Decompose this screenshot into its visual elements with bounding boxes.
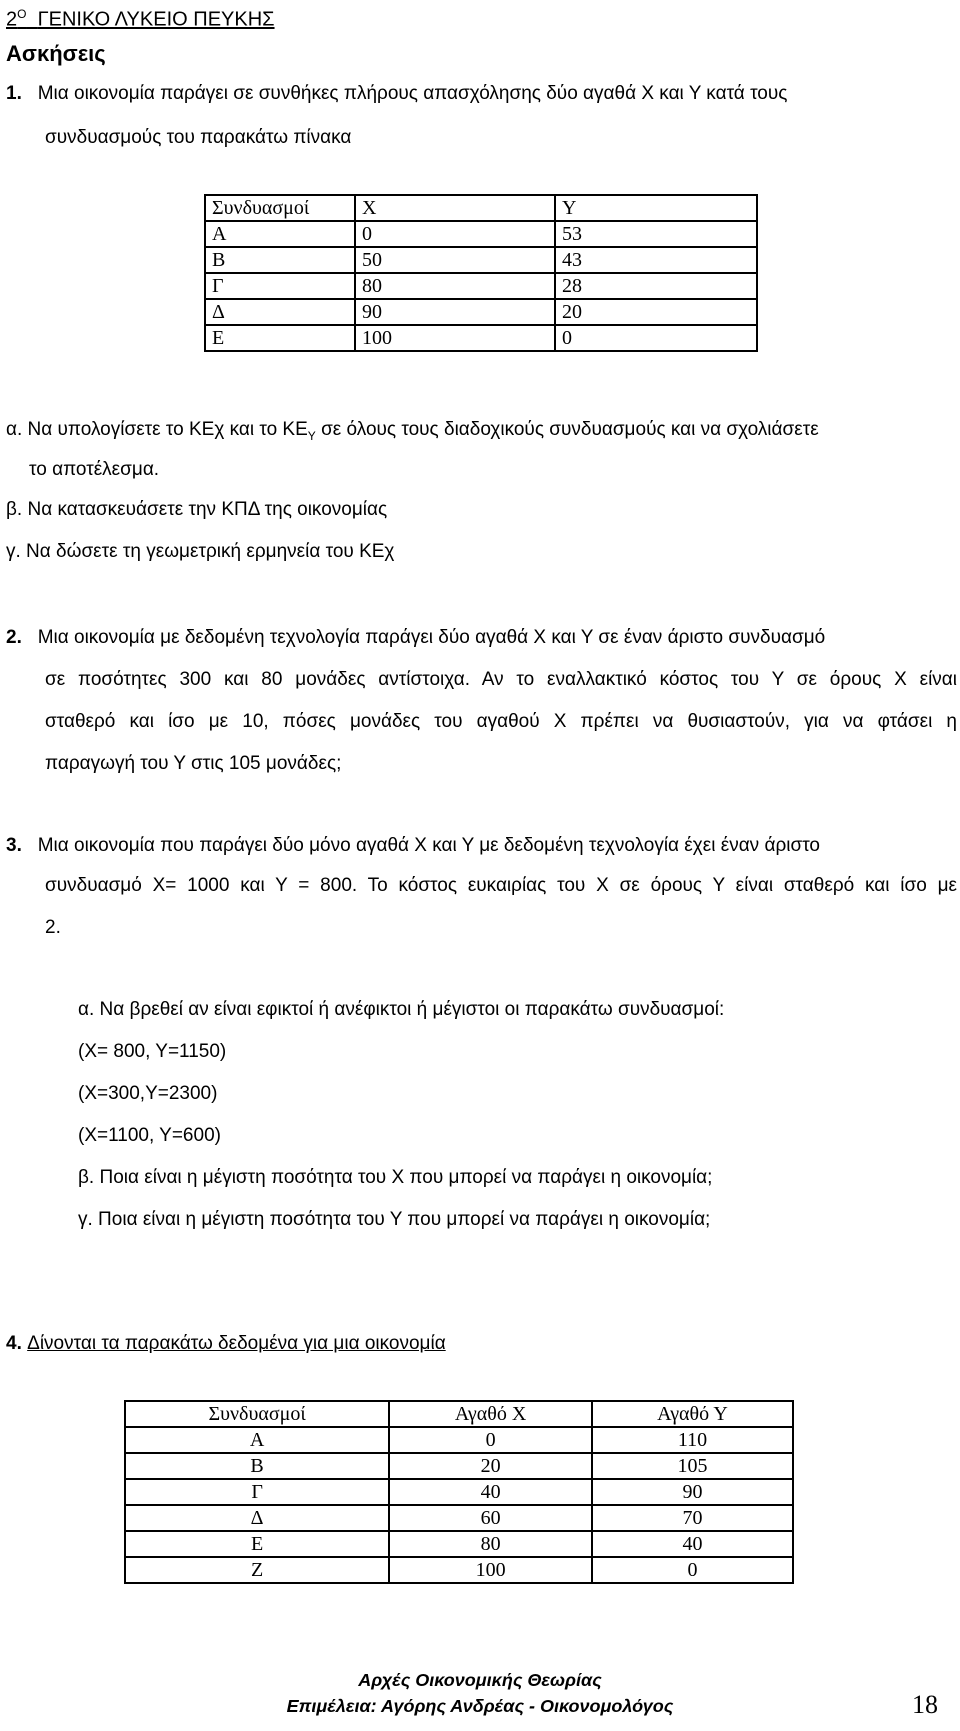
table-row: Γ 40 90 bbox=[125, 1479, 793, 1505]
exercise-1-table bbox=[204, 194, 758, 352]
exercise-2-line-1: 2. Μια οικονομία με δεδομένη τεχνολογία παράγει δύο αγαθά Χ και Υ σε έναν άριστο συνδυασμό bbox=[6, 627, 826, 648]
table-row: Β 20 105 bbox=[125, 1453, 793, 1479]
exercise-3-question-c: γ. Ποια είναι η μέγιστη ποσότητα του Υ που μπορεί να παράγει η οικονομία; bbox=[78, 1209, 711, 1230]
exercise-3-line-3: 2. bbox=[45, 917, 61, 938]
table-header-row: Συνδυασμοί Αγαθό Χ Αγαθό Υ bbox=[125, 1401, 793, 1427]
exercise-4-table bbox=[124, 1400, 794, 1584]
section-title: Ασκήσεις bbox=[6, 41, 106, 66]
footer-course-title: Αρχές Οικονομικής Θεωρίας bbox=[358, 1670, 602, 1690]
exercise-2-line-3: σταθερό και ίσο με 10, πόσες μονάδες του αγαθού Χ πρέπει να θυσιαστούν, για να φτάσει η bbox=[45, 711, 957, 732]
exercise-3-combo-2: (Χ=300,Υ=2300) bbox=[78, 1083, 218, 1104]
exercise-2-line-2: σε ποσότητες 300 και 80 μονάδες αντίστοιχα. Αν το εναλλακτικό κόστος του Υ σε όρους Χ είναι bbox=[45, 669, 957, 690]
table-row: Ζ 100 0 bbox=[125, 1557, 793, 1583]
exercise-1-question-a-line-2: το αποτέλεσμα. bbox=[29, 459, 160, 480]
exercise-3-line-1: 3. Μια οικονομία που παράγει δύο μόνο αγαθά Χ και Υ με δεδομένη τεχνολογία έχει έναν άριστο bbox=[6, 835, 820, 856]
page-number: 18 bbox=[912, 1690, 938, 1719]
exercise-3-combo-1: (Χ= 800, Υ=1150) bbox=[78, 1041, 227, 1062]
table-row: Ε 100 0 bbox=[205, 325, 757, 351]
exercise-3-question-a: α. Να βρεθεί αν είναι εφικτοί ή ανέφικτοι ή μέγιστοι οι παρακάτω συνδυασμοί: bbox=[78, 999, 725, 1020]
exercise-4-line-1: 4. Δίνονται τα παρακάτω δεδομένα για μια οικονομία bbox=[6, 1333, 446, 1354]
table-row: Δ 60 70 bbox=[125, 1505, 793, 1531]
exercise-1-question-b: β. Να κατασκευάσετε την ΚΠΔ της οικονομίας bbox=[6, 499, 388, 520]
exercise-2-line-4: παραγωγή του Υ στις 105 μονάδες; bbox=[45, 753, 342, 774]
exercise-1-question-a-line-1: α. Να υπολογίσετε το ΚΕχ και το $KE_\Upsilon$ σε όλους τους διαδοχικούς συνδυασμούς και να σχολιάσετε bbox=[6, 419, 819, 443]
footer-author: Επιμέλεια: Αγόρης Ανδρέας - Οικονομολόγος bbox=[286, 1696, 674, 1716]
table-row: Δ 90 20 bbox=[205, 299, 757, 325]
table-row: Α 0 110 bbox=[125, 1427, 793, 1453]
exercise-3-combo-3: (Χ=1100, Υ=600) bbox=[78, 1125, 221, 1146]
school-name: $2^O$ ΓΕΝΙΚΟ ΛΥΚΕΙΟ ΠΕΥΚΗΣ bbox=[6, 7, 275, 31]
exercise-3-line-2: συνδυασμό Χ= 1000 και Υ = 800. Το κόστος ευκαιρίας του Χ σε όρους Υ είναι σταθερό και ίσο με bbox=[45, 875, 957, 896]
exercise-1-line-2: συνδυασμούς του παρακάτω πίνακα bbox=[45, 127, 352, 148]
table-row: Ε 80 40 bbox=[125, 1531, 793, 1557]
table-row: Γ 80 28 bbox=[205, 273, 757, 299]
table-row: Α 0 53 bbox=[205, 221, 757, 247]
exercise-1-question-c: γ. Να δώσετε τη γεωμετρική ερμηνεία του ΚΕχ bbox=[6, 541, 395, 562]
table-header-row: Συνδυασμοί Χ Υ bbox=[205, 195, 757, 221]
exercise-1-line-1: 1. Μια οικονομία παράγει σε συνθήκες πλήρους απασχόλησης δύο αγαθά Χ και Υ κατά τους bbox=[6, 83, 788, 104]
table-row: Β 50 43 bbox=[205, 247, 757, 273]
exercise-3-question-b: β. Ποια είναι η μέγιστη ποσότητα του Χ που μπορεί να παράγει η οικονομία; bbox=[78, 1167, 713, 1188]
